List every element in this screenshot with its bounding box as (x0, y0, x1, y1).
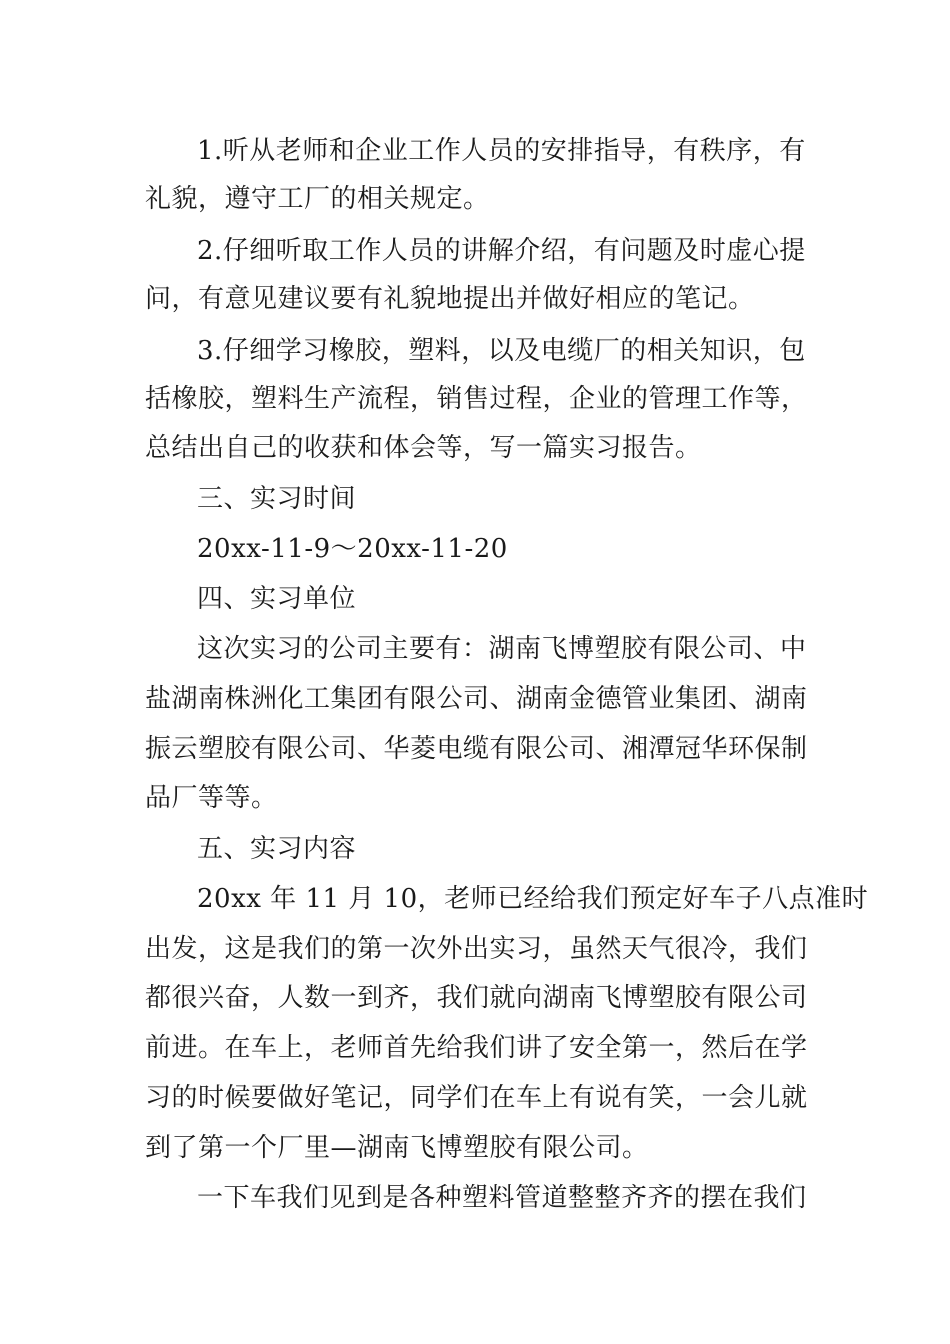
section-heading-time: 三、实习时间 (197, 484, 357, 514)
paragraph-rule-2-line-2: 问，有意见建议要有礼貌地提出并做好相应的笔记。 (145, 284, 755, 314)
paragraph-content-line-1: 20xx 年 11 月 10，老师已经给我们预定好车子八点准时 (197, 884, 869, 914)
paragraph-rule-3-line-1: 3.仔细学习橡胶，塑料，以及电缆厂的相关知识，包 (197, 336, 806, 366)
paragraph-content-line-4: 前进。在车上，老师首先给我们讲了安全第一，然后在学 (145, 1033, 808, 1063)
internship-date-range: 20xx-11-9～20xx-11-20 (197, 534, 508, 564)
paragraph-next-line-1: 一下车我们见到是各种塑料管道整整齐齐的摆在我们 (197, 1183, 807, 1213)
paragraph-content-line-3: 都很兴奋，人数一到齐，我们就向湖南飞博塑胶有限公司 (145, 983, 808, 1013)
paragraph-companies-line-3: 振云塑胶有限公司、华菱电缆有限公司、湘潭冠华环保制 (145, 734, 808, 764)
paragraph-rule-3-line-2: 括橡胶，塑料生产流程，销售过程，企业的管理工作等， (145, 384, 808, 414)
paragraph-companies-line-4: 品厂等等。 (145, 783, 278, 813)
paragraph-content-line-2: 出发，这是我们的第一次外出实习，虽然天气很冷，我们 (145, 934, 808, 964)
section-heading-content: 五、实习内容 (197, 834, 357, 864)
paragraph-companies-line-2: 盐湖南株洲化工集团有限公司、湖南金德管业集团、湖南 (145, 684, 808, 714)
paragraph-companies-line-1: 这次实习的公司主要有：湖南飞博塑胶有限公司、中 (197, 634, 807, 664)
paragraph-rule-3-line-3: 总结出自己的收获和体会等，写一篇实习报告。 (145, 433, 702, 463)
section-heading-unit: 四、实习单位 (197, 584, 357, 614)
paragraph-rule-1-line-2: 礼貌，遵守工厂的相关规定。 (145, 184, 490, 214)
paragraph-content-line-5: 习的时候要做好笔记，同学们在车上有说有笑，一会儿就 (145, 1083, 808, 1113)
paragraph-rule-1-line-1: 1.听从老师和企业工作人员的安排指导，有秩序，有 (197, 136, 806, 166)
paragraph-content-line-6: 到了第一个厂里—湖南飞博塑胶有限公司。 (145, 1133, 649, 1163)
paragraph-rule-2-line-1: 2.仔细听取工作人员的讲解介绍，有问题及时虚心提 (197, 236, 806, 266)
